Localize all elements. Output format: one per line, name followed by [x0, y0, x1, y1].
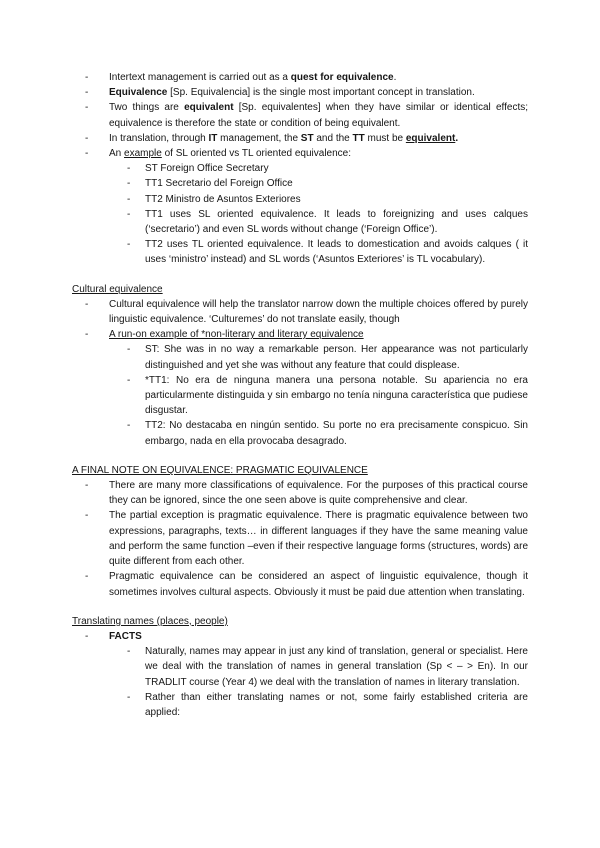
bullet-text: [145, 690, 531, 720]
text-run: *TT1: No era de ninguna manera una persona notable. Su apariencia no era particularmente distinguida y sin embargo no tenía ninguna característica que pudiese disgustar.: [145, 374, 531, 417]
bullet-text: [145, 176, 528, 191]
section-cultural-equivalence: [72, 282, 531, 449]
section-pragmatic-equivalence: [72, 463, 531, 600]
bullet-text: [109, 131, 528, 146]
bullet-text: [145, 237, 531, 267]
bullet-item: [72, 690, 531, 720]
bullet-item: [72, 373, 531, 419]
text-run: management, the: [217, 132, 301, 144]
bullet-text: [109, 508, 531, 569]
bullet-marker: -: [127, 178, 131, 190]
bullet-marker: -: [127, 646, 131, 658]
section-equivalence-intro: [72, 70, 531, 268]
bullet-marker: -: [85, 87, 89, 99]
bullet-text: [145, 644, 531, 690]
text-run: Pragmatic equivalence can be considered an aspect of linguistic equivalence, though it sometimes involves cultural aspects. Obviously it must be paid due attention when translating.: [109, 571, 531, 598]
bullet-item: [72, 478, 531, 508]
bullet-marker: -: [85, 630, 89, 642]
text-run: The partial exception is pragmatic equivalence. There is pragmatic equivalence between two expressions, paragraphs, texts… in different languages if they have the same meaning value and perform the same function –even if their respective language forms (structures, words) are quite different from each other.: [109, 510, 531, 568]
text-run: ST: She was in no way a remarkable person. Her appearance was not particularly distinguished and yet she was without any feature that could displease.: [145, 344, 531, 371]
bullet-item: [72, 176, 528, 191]
text-run: Cultural equivalence will help the translator narrow down the multiple choices offered by purely linguistic equivalence. ‘Culturemes’ do not translate easily, though: [109, 298, 531, 326]
bullet-item: [72, 70, 528, 85]
bullet-text: [109, 70, 528, 85]
bullet-marker: -: [127, 420, 131, 432]
text-run: Two things are: [109, 102, 185, 114]
bullet-item: [72, 569, 531, 599]
bullet-text: [109, 146, 528, 161]
bullet-item: [72, 418, 531, 448]
text-run: [Sp. equivalentes] when they have similar or identical effects; equivalence is therefore the state or condition of being equivalent.: [109, 102, 531, 129]
text-run: must be: [364, 132, 406, 144]
text-run: [Sp. Equivalencia] is the single most important concept in translation.: [167, 87, 475, 99]
bullet-marker: -: [85, 510, 89, 522]
bullet-item: [72, 237, 531, 267]
heading-final-note-pragmatic-equivalence: A FINAL NOTE ON EQUIVALENCE: PRAGMATIC EQUIVALENCE: [72, 464, 368, 476]
document-content: [72, 70, 531, 720]
bullet-marker: -: [85, 571, 89, 583]
text-run: In translation, through: [109, 132, 209, 144]
bullet-item: [72, 85, 528, 100]
bullet-item: [72, 131, 528, 146]
text-run: ST Foreign Office Secretary: [145, 163, 269, 175]
text-run: equivalent: [184, 102, 234, 114]
bullet-item: [72, 297, 531, 327]
bullet-item: [72, 508, 531, 569]
text-run: Equivalence: [109, 87, 168, 99]
heading-cultural-equivalence: Cultural equivalence: [72, 283, 163, 295]
bullet-text: [145, 161, 528, 176]
text-run: TT2: No destacaba en ningún sentido. Su porte no era precisamente conspicuo. Sin embargo, nada en ella provocaba desagrado.: [145, 420, 531, 447]
bullet-item: [72, 100, 531, 130]
bullet-marker: -: [85, 132, 89, 144]
text-run: Naturally, names may appear in just any kind of translation, general or specialist. Here we deal with the translation of names in general translation (Sp < – > En). In our TRADLIT course (Year 4) we deal with the translation of names in literary translation.: [145, 646, 531, 688]
bullet-text: [109, 100, 531, 130]
text-run: An: [109, 148, 125, 160]
bullet-item: [72, 644, 531, 690]
text-run: FACTS: [109, 630, 142, 642]
heading-translating-names: Translating names (places, people): [72, 615, 228, 627]
bullet-item: [72, 327, 528, 342]
bullet-text: [145, 373, 531, 419]
text-run: TT2 Ministro de Asuntos Exteriores: [145, 193, 301, 205]
bullet-marker: -: [85, 102, 89, 114]
bullet-text: [109, 85, 528, 100]
text-run: IT: [208, 132, 218, 144]
bullet-text: [109, 478, 531, 508]
text-run: ST: [300, 132, 314, 144]
text-run: and the: [313, 132, 353, 144]
text-run: .: [455, 132, 459, 144]
text-run: There are many more classifications of equivalence. For the purposes of this practical course they can be ignored, since the one seen above is quite comprehensive and clear.: [109, 480, 531, 507]
bullet-marker: -: [127, 163, 131, 175]
bullet-marker: -: [85, 480, 89, 492]
text-run: of SL oriented vs TL oriented equivalence:: [161, 148, 352, 160]
text-run: TT1 Secretario del Foreign Office: [145, 178, 293, 190]
bullet-marker: -: [85, 148, 89, 160]
bullet-marker: -: [85, 72, 89, 83]
text-run: .: [393, 72, 397, 83]
bullet-text: [145, 418, 531, 448]
bullet-marker: -: [127, 691, 131, 703]
text-run: quest for equivalence: [290, 72, 394, 83]
bullet-text: [145, 192, 528, 207]
bullet-item: [72, 207, 531, 237]
bullet-text: [145, 342, 531, 372]
text-run: example: [124, 148, 162, 160]
bullet-marker: -: [127, 208, 131, 220]
bullet-item: [72, 342, 531, 372]
bullet-item: [72, 192, 528, 207]
section-translating-names: [72, 614, 531, 720]
bullet-marker: -: [85, 329, 89, 341]
bullet-text: [109, 569, 531, 599]
bullet-text: [109, 327, 528, 342]
bullet-marker: -: [127, 374, 131, 386]
text-run: Rather than either translating names or not, some fairly established criteria are applied:: [145, 691, 531, 718]
text-run: equivalent: [405, 132, 456, 144]
bullet-text: [109, 629, 528, 644]
bullet-text: [109, 297, 531, 327]
text-run: TT: [352, 132, 365, 144]
bullet-item: [72, 629, 528, 644]
bullet-marker: -: [127, 239, 131, 251]
bullet-text: [145, 207, 531, 237]
text-run: Intertext management is carried out as a: [109, 72, 291, 83]
bullet-marker: -: [85, 298, 89, 310]
text-run: TT2 uses TL oriented equivalence. It leads to domestication and avoids calques ( it uses ‘ministro’ instead) and SL words (‘Asuntos Exteriores’ is TL vocabulary).: [145, 239, 531, 266]
bullet-marker: -: [127, 344, 131, 356]
bullet-marker: -: [127, 193, 131, 205]
bullet-item: [72, 161, 528, 176]
bullet-item: [72, 146, 528, 161]
text-run: TT1 uses SL oriented equivalence. It leads to foreignizing and uses calques (‘secretario’) and even SL words without change (‘Foreign Office’).: [145, 208, 531, 236]
text-run: A run-on example of *non-literary and literary equivalence: [109, 329, 364, 341]
